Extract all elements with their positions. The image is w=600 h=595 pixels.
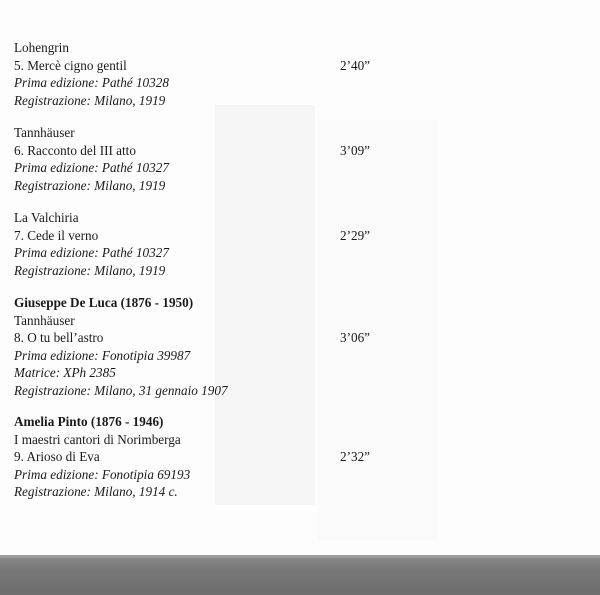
recording-info: Registrazione: Milano, 1919	[14, 92, 166, 108]
recording-info: Registrazione: Milano, 31 gennaio 1907	[14, 382, 228, 398]
track-entry-9	[14, 413, 190, 501]
track-title: 6. Racconto del III atto	[14, 142, 136, 158]
first-edition: Prima edizione: Pathé 10328	[14, 75, 169, 90]
track-duration-5: 2’40”	[340, 58, 371, 73]
matrix-number: Matrice: XPh 2385	[14, 365, 116, 380]
track-title: 8. O tu bell’astro	[14, 330, 104, 345]
opera-title: La Valchiria	[14, 210, 79, 225]
first-edition: Prima edizione: Fonotipia 69193	[14, 466, 191, 482]
bottom-band-highlight	[0, 555, 600, 558]
opera-title: Tannhäuser	[14, 312, 75, 328]
track-title: 5. Mercè cigno gentil	[14, 57, 127, 73]
track-title: 7. Cede il verno	[14, 227, 99, 243]
track-duration-6: 3’09”	[340, 143, 371, 158]
first-edition: Prima edizione: Pathé 10327	[14, 160, 169, 175]
recording-info: Registrazione: Milano, 1914 c.	[14, 484, 178, 499]
performer-name: Giuseppe De Luca (1876 - 1950)	[14, 295, 194, 310]
track-entry-8	[14, 294, 228, 399]
track-duration-9: 2’32”	[340, 449, 371, 464]
performer-name: Amelia Pinto (1876 - 1946)	[14, 414, 164, 429]
track-duration-8: 3’06”	[340, 330, 371, 345]
first-edition: Prima edizione: Pathé 10327	[14, 245, 169, 260]
bottom-band	[0, 555, 600, 595]
recording-info: Registrazione: Milano, 1919	[14, 177, 166, 193]
track-title: 9. Arioso di Eva	[14, 449, 100, 464]
track-duration-7: 2’29”	[340, 228, 371, 243]
track-entry-5	[14, 39, 169, 109]
show-through-shading	[215, 105, 315, 505]
opera-title: Lohengrin	[14, 40, 69, 55]
show-through-shading-2	[318, 120, 438, 540]
first-edition: Prima edizione: Fonotipia 39987	[14, 347, 191, 363]
track-entry-7	[14, 209, 169, 279]
track-entry-6	[14, 124, 169, 194]
opera-title: I maestri cantori di Norimberga	[14, 431, 181, 447]
opera-title: Tannhäuser	[14, 125, 75, 140]
recording-info: Registrazione: Milano, 1919	[14, 262, 166, 278]
